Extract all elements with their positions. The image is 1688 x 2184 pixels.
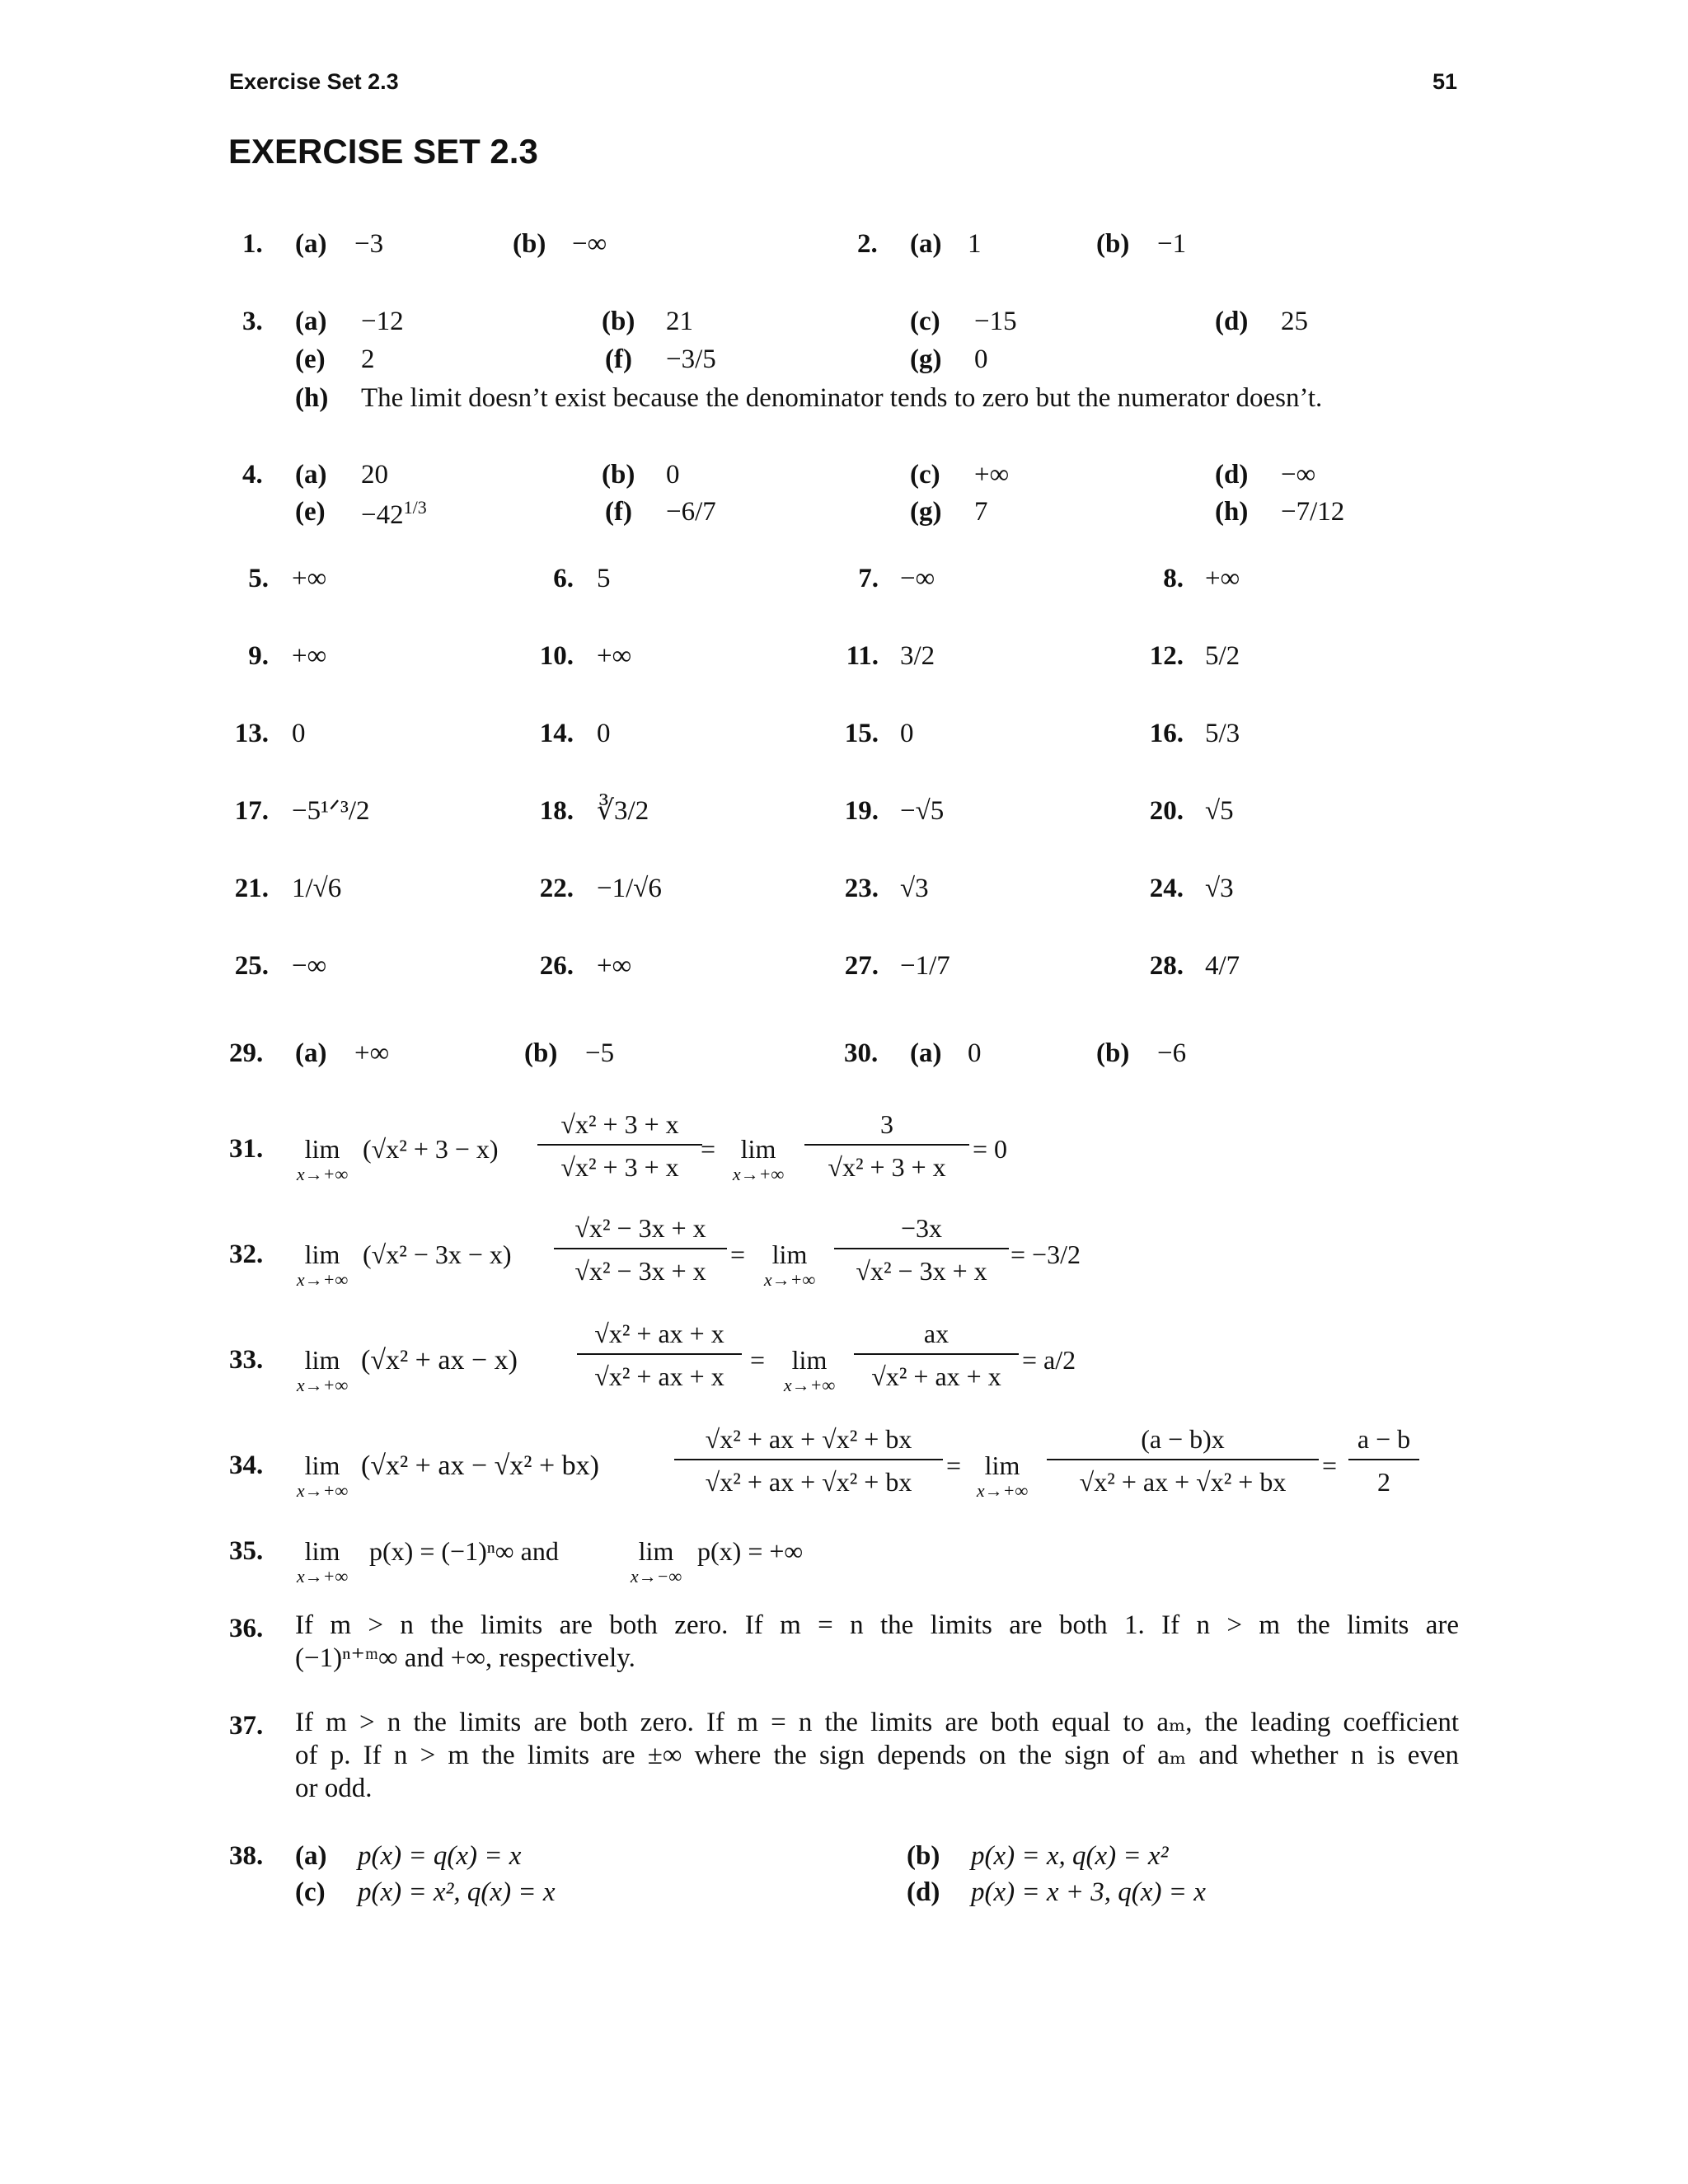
part-label: (f): [605, 497, 632, 527]
exercise-number: 22.: [539, 874, 574, 903]
answer-value: 0: [968, 1038, 982, 1068]
exercise-number: 1.: [242, 229, 263, 259]
result-value: = a/2: [1022, 1345, 1076, 1375]
conjugate-fraction: √x² + ax + x √x² + ax + x: [577, 1320, 742, 1390]
running-header: Exercise Set 2.3: [229, 69, 399, 94]
answer-value: $-42^{1/3}$: [361, 497, 427, 530]
answer-value: −3/5: [666, 344, 716, 374]
limit-operator: lim x→+∞: [296, 1536, 349, 1586]
page-number: 51: [1432, 69, 1457, 94]
exercise-number: 28.: [1149, 951, 1184, 981]
answer-value: 0: [597, 719, 611, 748]
exercise-number: 34.: [229, 1451, 264, 1480]
part-label: (h): [1215, 497, 1249, 527]
answer-value: 21: [666, 307, 693, 336]
part-label: (a): [910, 1038, 942, 1068]
exercise-number: 7.: [858, 564, 879, 593]
limit-operator: lim x→+∞: [732, 1134, 785, 1184]
answer-value: −∞: [900, 564, 935, 593]
part-label: (e): [295, 497, 326, 527]
exercise-number: 10.: [539, 641, 574, 671]
result-fraction: 3 √x² + 3 + x: [804, 1111, 969, 1180]
part-label: (b): [513, 229, 546, 259]
exercise-number: 33.: [229, 1345, 264, 1375]
exercise-number: 23.: [844, 874, 879, 903]
limit-statement: p(x) = (−1)ⁿ∞ and: [369, 1536, 559, 1566]
limit-operator: lim x→+∞: [296, 1451, 349, 1501]
limit-expression: (√x² + ax − √x² + bx): [361, 1451, 599, 1481]
limit-statement: p(x) = +∞: [697, 1536, 804, 1566]
answer-value: 2: [361, 344, 375, 374]
answer-value: 5/3: [1205, 719, 1240, 748]
answer-value: 20: [361, 460, 388, 490]
exercise-number: 20.: [1149, 796, 1184, 826]
exercise-number: 2.: [857, 229, 878, 259]
equals-sign: =: [701, 1134, 716, 1164]
exercise-number: 8.: [1163, 564, 1184, 593]
answer-value: 0: [974, 344, 988, 374]
answer-value: 5/2: [1205, 641, 1240, 671]
exercise-number: 29.: [229, 1038, 264, 1068]
exercise-number: 31.: [229, 1134, 264, 1164]
part-label: (b): [524, 1038, 558, 1068]
answer-value: 3/2: [900, 641, 935, 671]
result-fraction: (a − b)x √x² + ax + √x² + bx: [1047, 1426, 1319, 1495]
answer-paragraph: If m > n the limits are both zero. If m = n the limits are both 1. If n > m the limits are (−1)ⁿ⁺ᵐ∞ and +∞, respectively.: [295, 1610, 1459, 1673]
answer-value: ∛3/2: [597, 796, 649, 826]
part-label: (a): [910, 229, 942, 259]
exercise-number: 14.: [539, 719, 574, 748]
answer-value: √5: [1205, 796, 1234, 826]
equals-sign: =: [1322, 1451, 1338, 1480]
part-label: (d): [1215, 307, 1249, 336]
answer-value: +∞: [1205, 564, 1240, 593]
part-label: (e): [295, 344, 326, 374]
answer-value: +∞: [974, 460, 1010, 490]
answer-value: −1/7: [900, 951, 950, 981]
answer-value: p(x) = x, q(x) = x²: [971, 1841, 1169, 1871]
part-label: (d): [1215, 460, 1249, 490]
answer-value: 25: [1281, 307, 1308, 336]
exercise-number: 18.: [539, 796, 574, 826]
exercise-number: 26.: [539, 951, 574, 981]
page-title: EXERCISE SET 2.3: [228, 132, 538, 171]
answer-value: The limit doesn’t exist because the denominator tends to zero but the numerator doesn’t.: [361, 383, 1323, 413]
part-label: (h): [295, 383, 329, 413]
answer-value: −1/√6: [597, 874, 662, 903]
answer-value: 0: [666, 460, 680, 490]
answer-value: p(x) = x + 3, q(x) = x: [971, 1877, 1206, 1907]
exercise-number: 6.: [553, 564, 574, 593]
part-label: (b): [1096, 1038, 1130, 1068]
equals-sign: =: [730, 1240, 746, 1269]
answer-value: +∞: [292, 564, 327, 593]
exercise-number: 30.: [844, 1038, 879, 1068]
result-fraction: −3x √x² − 3x + x: [834, 1215, 1009, 1284]
part-label: (b): [1096, 229, 1130, 259]
part-label: (d): [907, 1877, 940, 1907]
answer-value: −6: [1157, 1038, 1187, 1068]
final-fraction: a − b 2: [1348, 1426, 1419, 1495]
answer-value: +∞: [597, 641, 632, 671]
limit-operator: lim x→+∞: [296, 1240, 349, 1290]
exercise-number: 24.: [1149, 874, 1184, 903]
exercise-number: 37.: [229, 1711, 264, 1741]
limit-operator: lim x→+∞: [763, 1240, 816, 1290]
part-label: (c): [910, 460, 940, 490]
part-label: (a): [295, 229, 327, 259]
limit-expression: (√x² − 3x − x): [363, 1240, 512, 1269]
limit-operator: lim x→+∞: [976, 1451, 1029, 1501]
answer-value: +∞: [354, 1038, 390, 1068]
exercise-number: 32.: [229, 1240, 264, 1269]
exercise-number: 16.: [1149, 719, 1184, 748]
answer-value: −5¹ᐟ³/2: [292, 796, 370, 826]
exercise-number: 4.: [242, 460, 263, 490]
exercise-number: 15.: [844, 719, 879, 748]
exercise-number: 9.: [248, 641, 269, 671]
result-value: = 0: [973, 1134, 1008, 1164]
answer-value: p(x) = q(x) = x: [358, 1841, 522, 1871]
part-label: (c): [295, 1877, 326, 1907]
limit-expression: (√x² + 3 − x): [363, 1134, 499, 1164]
answer-value: 0: [292, 719, 306, 748]
limit-operator: lim x→+∞: [296, 1345, 349, 1395]
answer-value: −3: [354, 229, 384, 259]
answer-value: −∞: [1281, 460, 1316, 490]
answer-value: 1: [968, 229, 982, 259]
answer-value: p(x) = x², q(x) = x: [358, 1877, 556, 1907]
answer-value: −∞: [292, 951, 327, 981]
result-fraction: ax √x² + ax + x: [854, 1320, 1019, 1390]
answer-value: 4/7: [1205, 951, 1240, 981]
answer-value: −1: [1157, 229, 1187, 259]
equals-sign: =: [946, 1451, 962, 1480]
part-label: (f): [605, 344, 632, 374]
part-label: (c): [910, 307, 940, 336]
exercise-number: 38.: [229, 1841, 264, 1871]
answer-value: −15: [974, 307, 1017, 336]
result-value: = −3/2: [1010, 1240, 1081, 1269]
conjugate-fraction: √x² + 3 + x √x² + 3 + x: [537, 1111, 702, 1180]
limit-operator: lim x→+∞: [296, 1134, 349, 1184]
part-label: (b): [907, 1841, 940, 1871]
equals-sign: =: [750, 1345, 766, 1375]
answer-value: +∞: [597, 951, 632, 981]
part-label: (b): [602, 307, 635, 336]
answer-value: 1/√6: [292, 874, 342, 903]
answer-value: −7/12: [1281, 497, 1345, 527]
part-label: (b): [602, 460, 635, 490]
exercise-number: 35.: [229, 1536, 264, 1566]
exercise-number: 19.: [844, 796, 879, 826]
conjugate-fraction: √x² + ax + √x² + bx √x² + ax + √x² + bx: [674, 1426, 943, 1495]
exercise-number: 3.: [242, 307, 263, 336]
answer-value: −∞: [572, 229, 607, 259]
part-label: (a): [295, 1038, 327, 1068]
exercise-number: 12.: [1149, 641, 1184, 671]
limit-operator: lim x→−∞: [630, 1536, 682, 1586]
answer-value: +∞: [292, 641, 327, 671]
conjugate-fraction: √x² − 3x + x √x² − 3x + x: [554, 1215, 727, 1284]
exercise-number: 27.: [844, 951, 879, 981]
exercise-number: 21.: [234, 874, 269, 903]
part-label: (a): [295, 1841, 327, 1871]
answer-value: 0: [900, 719, 914, 748]
answer-value: −5: [585, 1038, 615, 1068]
exercise-number: 11.: [846, 641, 879, 671]
exercise-number: 17.: [234, 796, 269, 826]
exercise-number: 36.: [229, 1614, 264, 1643]
exercise-number: 25.: [234, 951, 269, 981]
part-label: (a): [295, 307, 327, 336]
exercise-number: 13.: [234, 719, 269, 748]
answer-value: 7: [974, 497, 988, 527]
answer-value: −12: [361, 307, 404, 336]
answer-value: −√5: [900, 796, 945, 826]
part-label: (a): [295, 460, 327, 490]
answer-value: −6/7: [666, 497, 716, 527]
answer-value: 5: [597, 564, 611, 593]
limit-operator: lim x→+∞: [783, 1345, 836, 1395]
answer-value: √3: [900, 874, 929, 903]
answer-paragraph: If m > n the limits are both zero. If m = n the limits are both equal to aₘ, the leading coefficient of p. If n > m the limits are ±∞ where the sign depends on the sign of aₘ and whether n is even or odd.: [295, 1708, 1459, 1803]
answer-value: √3: [1205, 874, 1234, 903]
part-label: (g): [910, 344, 942, 374]
part-label: (g): [910, 497, 942, 527]
exercise-number: 5.: [248, 564, 269, 593]
limit-expression: (√x² + ax − x): [361, 1345, 518, 1376]
